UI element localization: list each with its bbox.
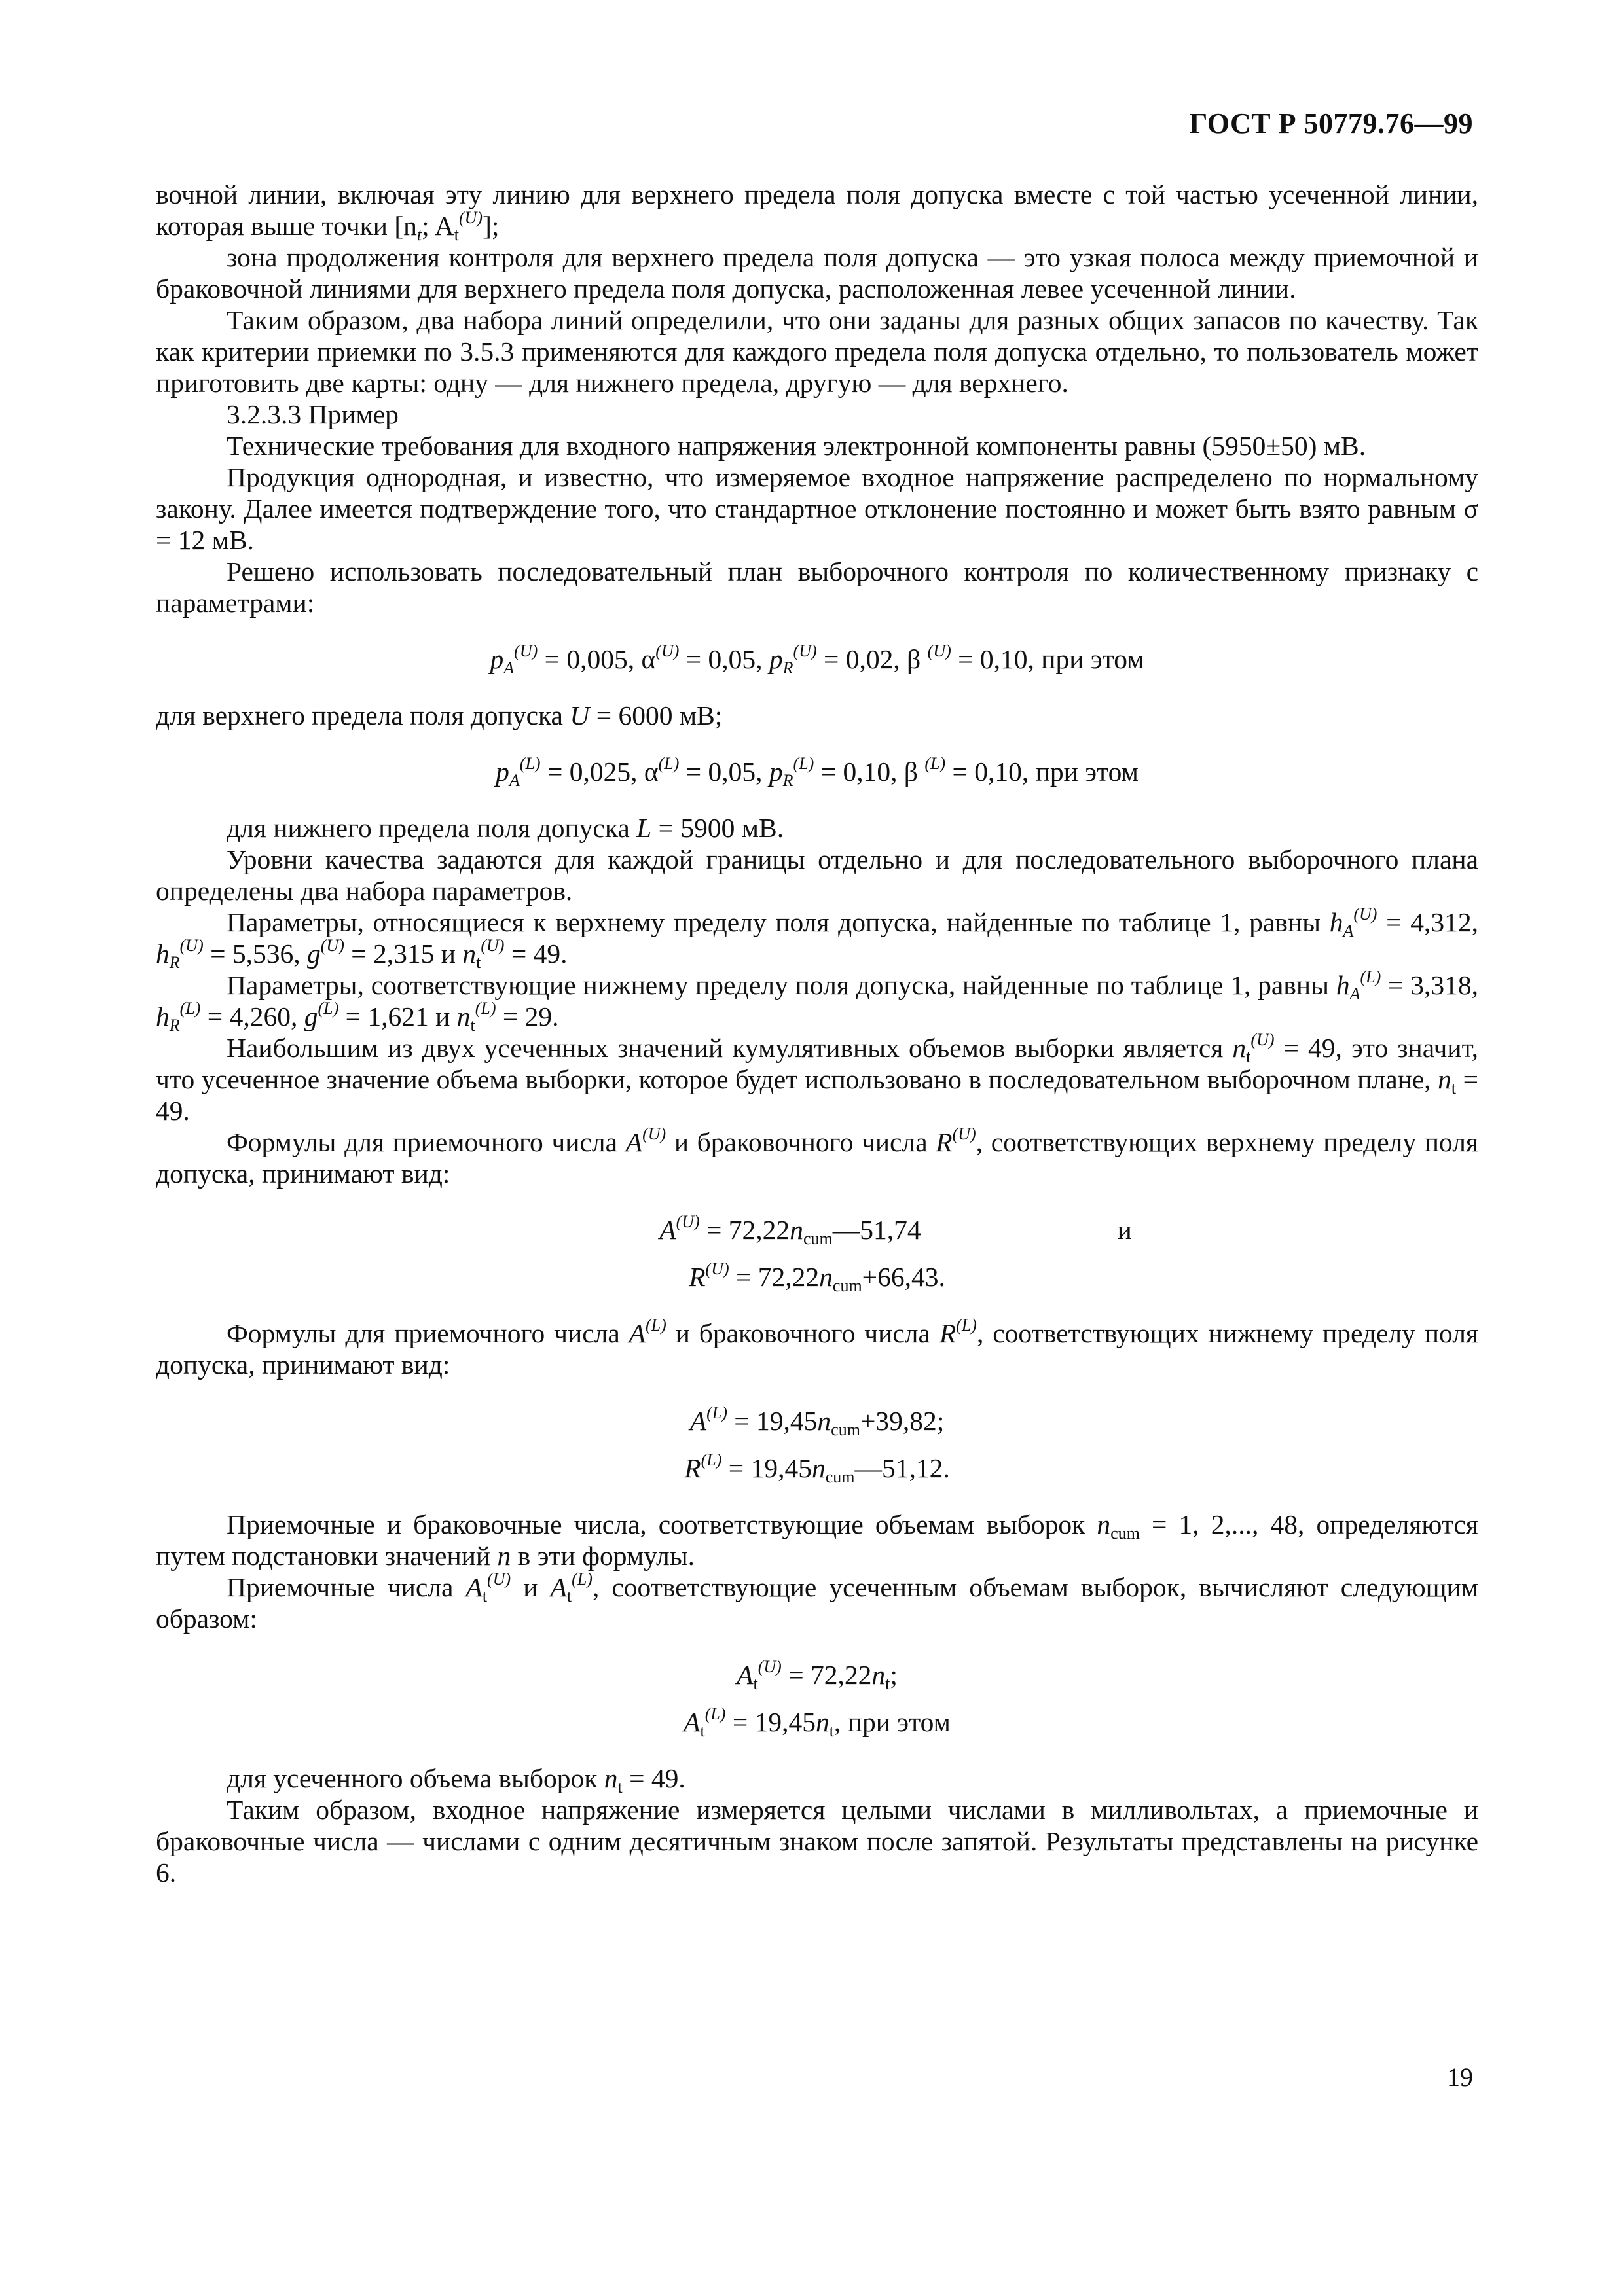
formula-lower-params: $p_A^{(L)} = 0,025$, $\alpha^{(L)} = 0,05$, $p_R^{(L)} = 0,10$, β $^{(L)}$ = 0,10, при этом [496, 754, 1139, 790]
p1-text: вочной линии, включая эту линию для верхнего предела поля допуска вместе с той частью усеченной линии, которая выше точки [n [156, 179, 1478, 241]
formula-acceptance-lower: $A^{(L)} = 19,45n_{cum}+39,82$; [689, 1403, 945, 1439]
paragraph-specs: Технические требования для входного напряжения электронной компоненты равны (5950±50) мВ. [227, 431, 1366, 461]
page-number: 19 [1447, 2062, 1473, 2092]
formula-and-word: и [1117, 1215, 1132, 1245]
formula-rejection-upper: $R^{(U)} = 72,22n_{cum}+66,43$. [689, 1259, 945, 1295]
formula-acceptance-upper: $A^{(U)}$ = $72,22n_{cum}—51,74$ и [659, 1212, 1132, 1248]
paragraph-zone: зона продолжения контроля для верхнего предела поля допуска — это узкая полоса между приемочной и браковочной линиями для верхнего предела поля допуска, расположенная левее усеченной линии. [156, 242, 1478, 304]
paragraph-lower-table-values: Параметры, соответствующие нижнему пределу поля допуска, найденные по таблице 1, равны $h_A^{(L)} = 3,318$, $h_R^{(L)} = 4,260$, $g^{(L)} = 1,621$ и $n_t^{(L)} = 29$. [156, 967, 1478, 1035]
paragraph-summary: Таким образом, два набора линий определили, что они заданы для разных общих запасов по качеству. Так как критерии приемки по 3.5.3 применяются для каждого предела поля допуска отдельно, то пользователь может приготовить две карты: одну — для нижнего предела, другую — для верхнего. [156, 305, 1478, 398]
formula-truncated-upper: $A_t^{(U)} = 72,22n_t$; [737, 1657, 898, 1693]
p1-sup: (U) [458, 208, 483, 227]
section-heading-example: 3.2.3.3 Пример [227, 399, 399, 429]
p1-sub2: t [454, 225, 459, 244]
paragraph-substitution: Приемочные и браковочные числа, соответствующие объемам выборок $n_{cum} = 1$, 2,..., 48, определяются путем подстановки значений n в эти формулы. [156, 1509, 1478, 1571]
paragraph-product: Продукция однородная, и известно, что измеряемое входное напряжение распределено по нормальному закону. Далее имеется подтверждение того, что стандартное отклонение постоянно и может быть взято равным σ = 12 мВ. [156, 462, 1478, 555]
paragraph-lower-formulas-intro: Формулы для приемочного числа $A^{(L)}$ и браковочного числа $R^{(L)}$, соответствующих нижнему пределу поля допуска, принимают вид: [156, 1316, 1478, 1380]
p1-end: ]; [483, 211, 500, 241]
formula-upper-params: $p_A^{(U)} = 0,005$, $\alpha^{(U)} = 0,05$, $p_R^{(U)} = 0,02$, β $^{(U)}$ = 0,10, при этом [490, 641, 1144, 677]
paragraph-plan: Решено использовать последовательный план выборочного контроля по количественному признаку с параметрами: [156, 556, 1478, 618]
paragraph-upper-limit: для верхнего предела поля допуска U = 6000 мВ; [156, 700, 723, 730]
paragraph-truncated-size: Наибольшим из двух усеченных значений кумулятивных объемов выборки является $n_t^{(U)} = 49$, это значит, что усеченное значение объема выборки, которое будет использовано в последовательном выборочном плане, $n_t = 49$. [156, 1030, 1479, 1126]
paragraph-lower-limit: для нижнего предела поля допуска L = 5900 мВ. [227, 813, 784, 843]
document-body [156, 179, 1478, 1888]
paragraph-quality-levels: Уровни качества задаются для каждой границы отдельно и для последовательного выборочного плана определены два набора параметров. [156, 844, 1478, 906]
document-code-header: ГОСТ Р 50779.76—99 [1189, 107, 1473, 139]
paragraph-upper-table-values: Параметры, относящиеся к верхнему пределу поля допуска, найденные по таблице 1, равны $h_A^{(U)} = 4,312$, $h_R^{(U)} = 5,536$, $g^{(U)} = 2,315$ и $n_t^{(U)} = 49$. [156, 905, 1478, 972]
paragraph-truncated-acceptance: Приемочные числа $A_t^{(U)}$ и $A_t^{(L)}$, соответствующие усеченным объемам выборок, вычисляют следующим образом: [156, 1570, 1478, 1634]
paragraph-conclusion: Таким образом, входное напряжение измеряется целыми числами в милливольтах, а приемочные и браковочные числа — числами с одним десятичным знаком после запятой. Результаты представлены на рисунке 6. [156, 1795, 1478, 1888]
formula-truncated-lower: $A_t^{(L)} = 19,45n_t$, при этом [684, 1704, 951, 1740]
paragraph-continuation [156, 179, 1478, 242]
paragraph-truncated-size-value: для усеченного объема выборок $n_t = 49$. [227, 1763, 685, 1797]
paragraph-upper-formulas-intro: Формулы для приемочного числа $A^{(U)}$ и браковочного числа $R^{(U)}$, соответствующих верхнему пределу поля допуска, принимают вид: [156, 1124, 1478, 1189]
formula-rejection-lower: $R^{(L)}$ = $19,45n_{cum}—51,12$. [684, 1450, 950, 1486]
p1-mid: ; A [422, 211, 454, 241]
p1-sub: t [416, 225, 422, 244]
